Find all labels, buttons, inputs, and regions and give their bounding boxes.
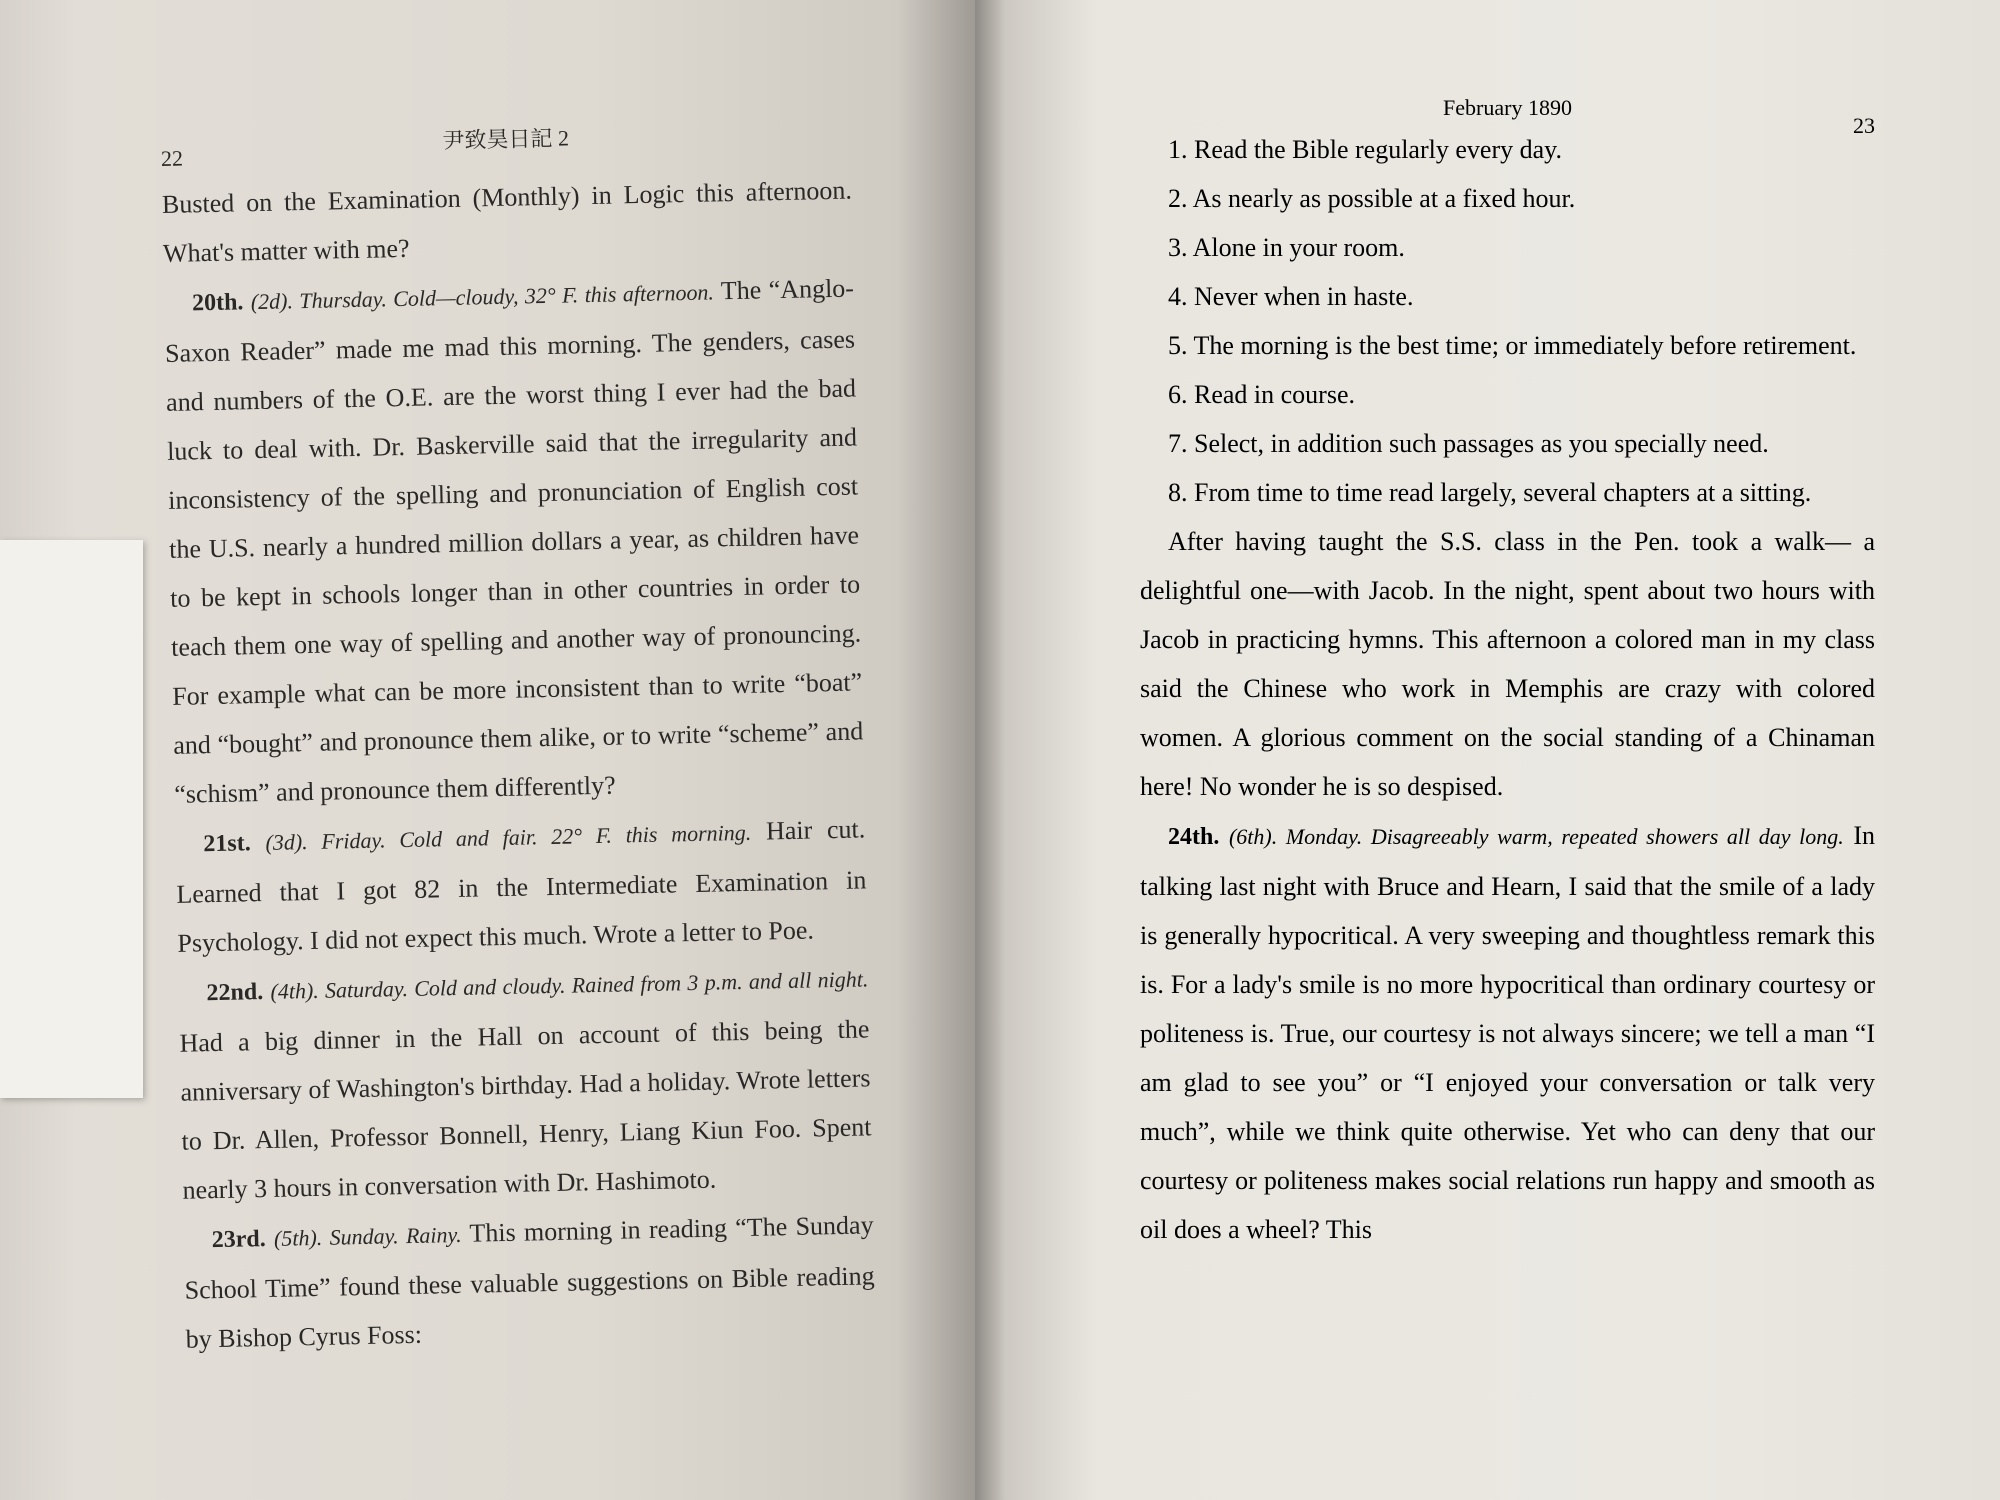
entry-text: The “Anglo-Saxon Reader” made me mad this morning. The genders, cases and numbers of the O.E. are the worst thing I ever had the bad luck to deal with. Dr. Baskerville said that the irregularity and inconsistency of the spelling and pronunciation of English cost the U.S. nearly a hundred million dollars a year, as children have to be kept in schools longer than in other countries in order to teach them one way of spelling and another way of pronouncing. For example what can be more inconsistent than to write “boat” and “bought” and pronounce them alike, or to write “scheme” and “schism” and pronounce them differently?: [164, 273, 864, 809]
diary-entry-21st: [175, 804, 868, 967]
list-item: 7. Select, in addition such passages as you specially need.: [1168, 429, 1769, 458]
entry-weather-note: (4th). Saturday. Cold and cloudy. Rained from 3 p.m. and all night.: [270, 966, 869, 1004]
list-item: 5. The morning is the best time; or immediately before retirement.: [1168, 331, 1857, 360]
entry-date: 22nd.: [206, 979, 264, 1007]
entry-text: Hair cut. Learned that I got 82 in the Intermediate Examination in Psychology. I did not expect this much. Wrote a letter to Poe.: [176, 814, 867, 958]
bible-reading-suggestions: [1140, 125, 1875, 517]
entry-date: 23rd.: [211, 1226, 266, 1254]
left-page-content: [160, 96, 876, 1364]
list-item: 2. As nearly as possible at a fixed hour.: [1168, 184, 1576, 213]
entry-weather-note: (2d). Thursday. Cold—cloudy, 32° F. this afternoon.: [250, 279, 715, 315]
left-page: [0, 0, 975, 1500]
entry-text: Had a big dinner in the Hall on account of this being the anniversary of Washington's birthday. Had a holiday. Wrote letters to Dr. Allen, Professor Bonnell, Henry, Liang Kiun Foo. Spent nearly 3 hours in conversation with Dr. Hashimoto.: [179, 1014, 872, 1205]
opening-paragraph: Busted on the Examination (Monthly) in Logic this afternoon. What's matter with me?: [161, 175, 853, 268]
list-item: 6. Read in course.: [1168, 380, 1356, 409]
list-item: 4. Never when in haste.: [1168, 282, 1414, 311]
list-item: 8. From time to time read largely, several chapters at a sitting.: [1168, 478, 1812, 507]
walk-with-jacob-paragraph: After having taught the S.S. class in the Pen. took a walk— a delightful one—with Jacob. In the night, spent about two hours with Jacob in practicing hymns. This afternoon a colored man in my class said the Chinese who work in Memphis are crazy with colored women. A glorious comment on the social standing of a Chinaman here! No wonder he is so despised.: [1140, 527, 1875, 801]
right-page-content: [1140, 95, 1875, 1254]
page-number-right: 23: [1853, 113, 1875, 138]
running-title-right: February 1890: [1443, 95, 1572, 120]
page-number-left: 22: [160, 145, 184, 171]
entry-text: This morning in reading “The Sunday School Time” found these valuable suggestions on Bible reading by Bishop Cyrus Foss:: [184, 1210, 875, 1354]
paper-bookmark-slip: [0, 540, 143, 1098]
entry-date: 24th.: [1168, 824, 1220, 850]
entry-weather-note: (5th). Sunday. Rainy.: [273, 1221, 462, 1251]
diary-entry-24th: [1140, 811, 1875, 1254]
diary-entry-20th: [164, 264, 865, 819]
right-page-header: [1140, 95, 1875, 165]
diary-entry-23rd: [183, 1200, 876, 1363]
left-page-header: [160, 96, 851, 180]
list-item: 3. Alone in your room.: [1168, 233, 1405, 262]
entry-weather-note: (6th). Monday. Disagreeably warm, repeated showers all day long.: [1228, 824, 1844, 849]
running-title-left: 尹致昊日記 2: [442, 125, 570, 154]
entry-date: 21st.: [203, 830, 251, 858]
entry-weather-note: (3d). Friday. Cold and fair. 22° F. this morning.: [265, 819, 752, 855]
entry-text: In talking last night with Bruce and Hearn, I said that the smile of a lady is generally hypocritical. A very sweeping and thoughtless remark this is. For a lady's smile is no more hypocritical than ordinary courtesy or politeness is. True, our courtesy is not always sincere; we tell a man “I am glad to see you” or “I enjoyed your conversation or talk very much”, while we think quite otherwise. Yet who can deny that our courtesy or politeness makes social relations run happy and smooth as oil does a wheel? This: [1140, 821, 1876, 1244]
diary-entry-22nd: [178, 953, 873, 1214]
list-item: 1. Read the Bible regularly every day.: [1168, 135, 1562, 164]
entry-date: 20th.: [191, 289, 244, 317]
